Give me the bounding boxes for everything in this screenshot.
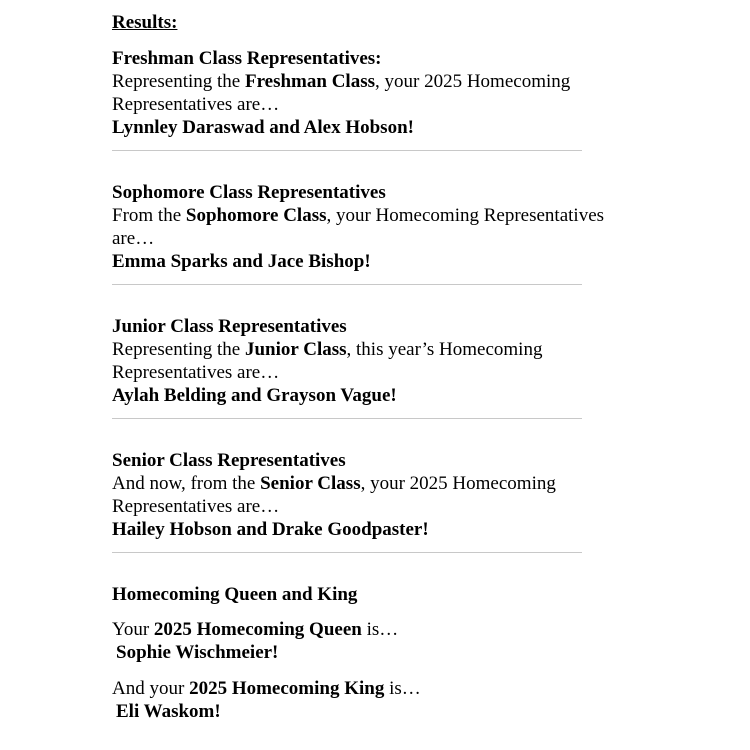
representative-names: Aylah Belding and Grayson Vague! xyxy=(112,385,397,406)
section-intro xyxy=(112,70,592,116)
divider xyxy=(112,150,582,151)
king-intro-text: is… xyxy=(384,678,421,699)
intro-text: , your 2025 Homecoming Representatives are… xyxy=(112,71,571,115)
intro-text: , your 2025 Homecoming Representatives are… xyxy=(112,473,556,517)
section-title: Senior Class Representatives xyxy=(112,450,346,471)
queen-intro-text: Your xyxy=(112,619,154,640)
representative-names: Lynnley Daraswad and Alex Hobson! xyxy=(112,117,414,138)
intro-class-name: Junior Class xyxy=(244,339,347,360)
queen-title: 2025 Homecoming Queen xyxy=(153,619,362,640)
queen-name: Sophie Wischmeier! xyxy=(116,642,279,663)
royalty-section xyxy=(112,583,632,723)
divider xyxy=(112,552,582,553)
king-announcement xyxy=(112,677,632,700)
intro-text: , this year’s Homecoming Representatives are… xyxy=(112,339,543,383)
intro-class-name: Sophomore Class xyxy=(185,205,327,226)
divider xyxy=(112,284,582,285)
section-intro xyxy=(112,472,592,518)
king-name: Eli Waskom! xyxy=(116,701,221,722)
section-title: Homecoming Queen and King xyxy=(112,584,358,605)
queen-intro-text: is… xyxy=(361,619,399,640)
section-title: Sophomore Class Representatives xyxy=(112,182,386,203)
intro-text: Representing the xyxy=(112,339,245,360)
results-heading: Results: xyxy=(112,12,178,33)
section-intro xyxy=(112,338,572,384)
junior-section xyxy=(112,315,632,407)
king-title: 2025 Homecoming King xyxy=(189,678,385,699)
intro-text: Representing the xyxy=(112,71,245,92)
intro-text: , your Homecoming Representatives are… xyxy=(112,205,605,249)
divider xyxy=(112,418,582,419)
senior-section xyxy=(112,449,632,541)
intro-class-name: Senior Class xyxy=(260,473,361,494)
section-title: Freshman Class Representatives: xyxy=(112,48,382,69)
queen-announcement xyxy=(112,618,632,641)
intro-class-name: Freshman Class xyxy=(244,71,375,92)
intro-text: From the xyxy=(112,205,186,226)
representative-names: Emma Sparks and Jace Bishop! xyxy=(112,251,371,272)
results-document xyxy=(112,11,632,723)
king-intro-text: And your xyxy=(112,678,190,699)
section-title: Junior Class Representatives xyxy=(112,316,347,337)
representative-names: Hailey Hobson and Drake Goodpaster! xyxy=(112,519,429,540)
sophomore-section xyxy=(112,181,632,273)
freshman-section xyxy=(112,47,632,139)
section-intro xyxy=(112,204,627,250)
intro-text: And now, from the xyxy=(112,473,261,494)
